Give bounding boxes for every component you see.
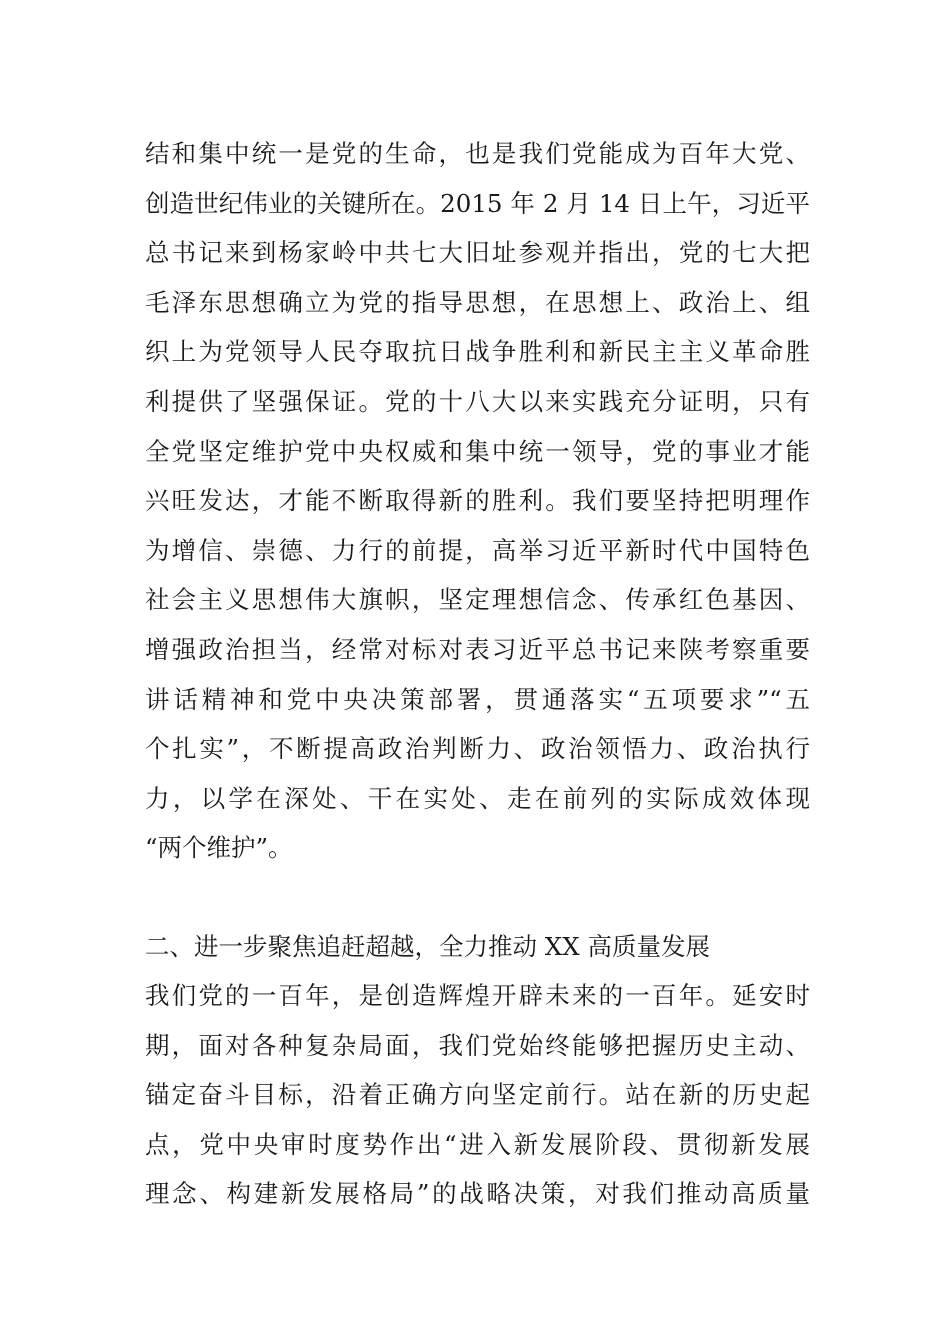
- text-line: 社会主义思想伟大旗帜，坚定理想信念、传承红色基因、: [145, 585, 810, 615]
- text-line: 点，党中央审时度势作出“进入新发展阶段、贯彻新发展: [145, 1129, 810, 1159]
- text-line: 我们党的一百年，是创造辉煌开辟未来的一百年。延安时: [145, 981, 810, 1010]
- text-line: 力，以学在深处、干在实处、走在前列的实际成效体现: [145, 783, 810, 813]
- text-line: 理念、构建新发展格局”的战略决策，对我们推动高质量: [145, 1179, 810, 1209]
- text-line: 为增信、崇德、力行的前提，高举习近平新时代中国特色: [145, 535, 810, 565]
- text-line: 结和集中统一是党的生命，也是我们党能成为百年大党、: [145, 139, 810, 168]
- paragraph-1: [145, 129, 810, 873]
- text-line: “两个维护”。: [145, 833, 293, 863]
- text-line: 创造世纪伟业的关键所在。2015 年 2 月 14 日上午，习近平: [145, 188, 810, 218]
- text-line: 织上为党领导人民夺取抗日战争胜利和新民主主义革命胜: [145, 337, 810, 367]
- text-line: 锚定奋斗目标，沿着正确方向坚定前行。站在新的历史起: [145, 1080, 810, 1110]
- paragraph-2: [145, 971, 810, 1219]
- text-line: 增强政治担当，经常对标对表习近平总书记来陕考察重要: [145, 634, 810, 664]
- section-heading-text: 二、进一步聚焦追赶超越，全力推动 XX 高质量发展: [145, 932, 710, 961]
- text-line: 总书记来到杨家岭中共七大旧址参观并指出，党的七大把: [145, 238, 810, 268]
- text-line: 全党坚定维护党中央权威和集中统一领导，党的事业才能: [145, 436, 810, 466]
- text-line: 利提供了坚强保证。党的十八大以来实践充分证明，只有: [145, 386, 810, 416]
- text-line: 期，面对各种复杂局面，我们党始终能够把握历史主动、: [145, 1030, 810, 1060]
- text-line: 兴旺发达，才能不断取得新的胜利。我们要坚持把明理作: [145, 486, 810, 516]
- text-line: 毛泽东思想确立为党的指导思想，在思想上、政治上、组: [145, 287, 810, 317]
- text-line: 个扎实”，不断提高政治判断力、政治领悟力、政治执行: [145, 734, 810, 764]
- text-line: 讲话精神和党中央决策部署，贯通落实“五项要求”“五: [145, 684, 810, 714]
- section-heading: [145, 922, 810, 972]
